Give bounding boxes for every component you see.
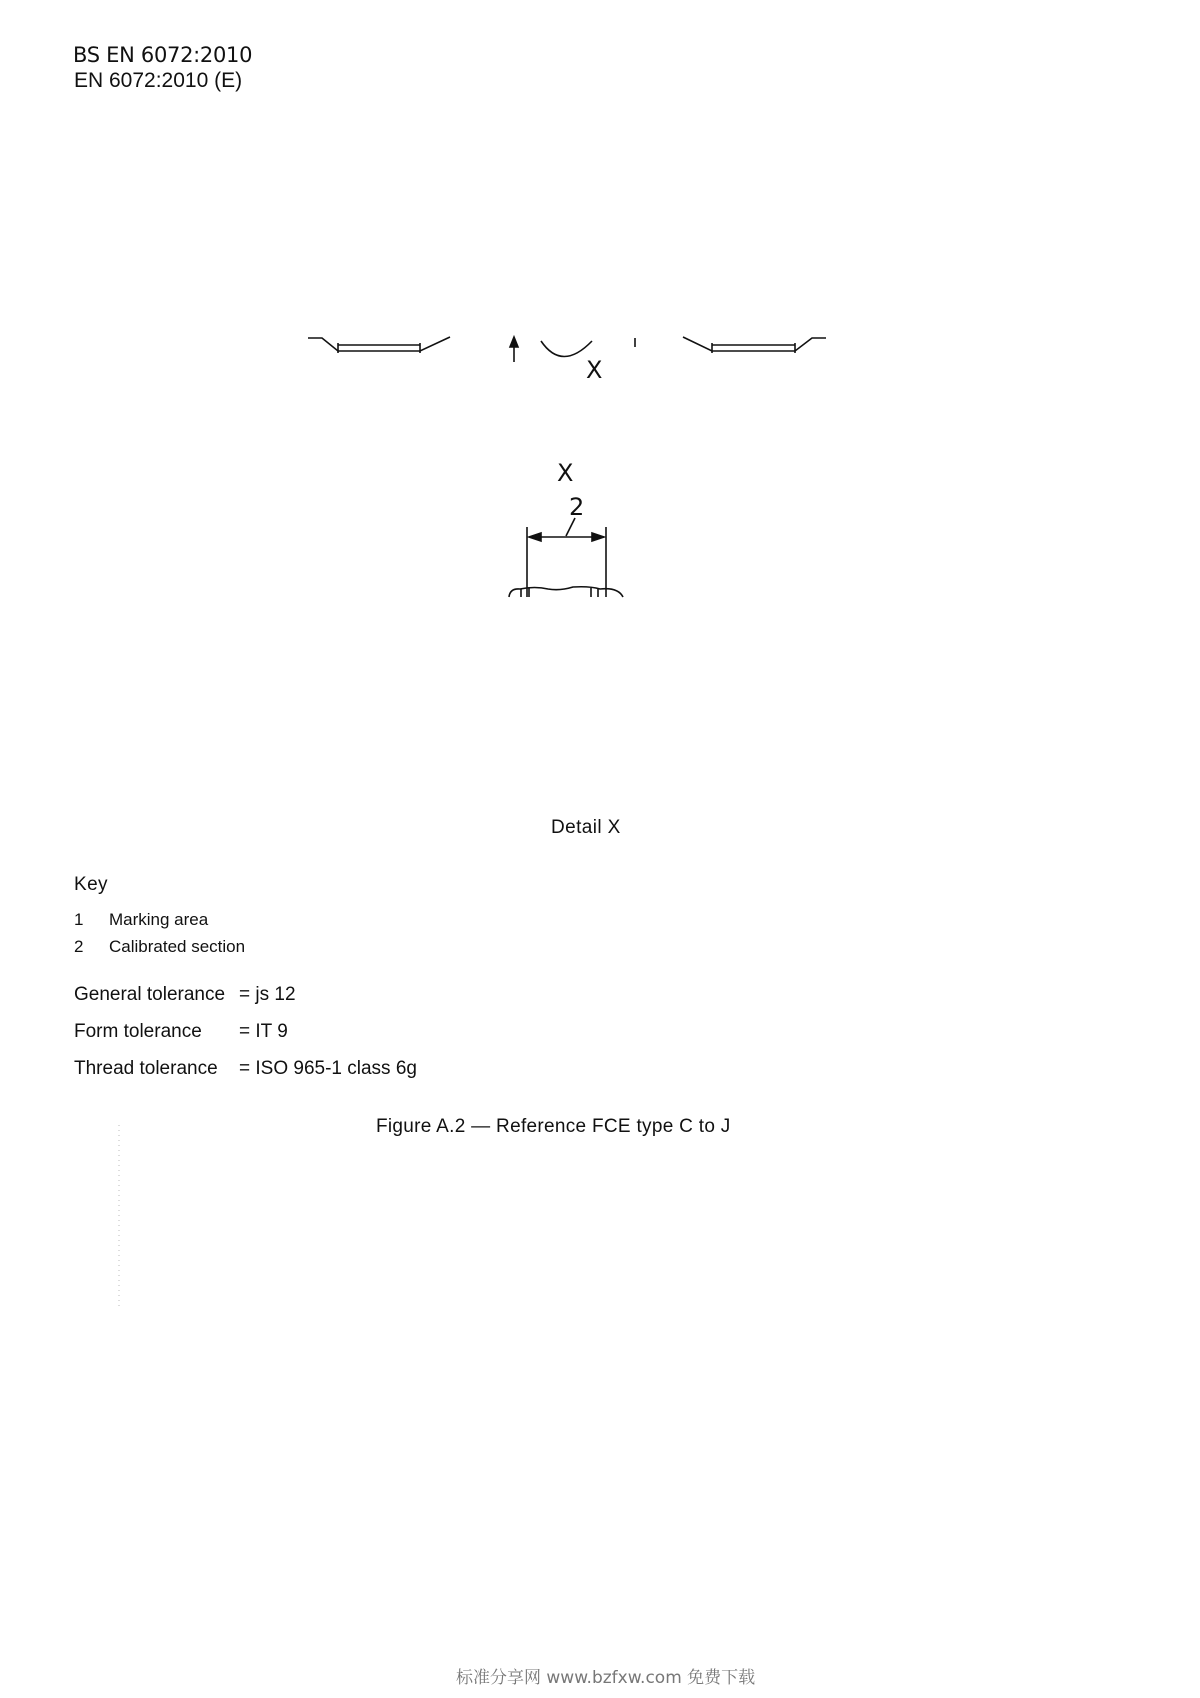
tolerance-value-thread: = ISO 965-1 class 6g: [239, 1058, 417, 1079]
detail-caption: Detail X: [551, 817, 621, 838]
tolerance-label-thread: Thread tolerance: [74, 1058, 218, 1079]
tolerance-value-form: = IT 9: [239, 1021, 288, 1042]
document-id-bs: BS EN 6072:2010: [73, 43, 253, 67]
key-item-text: Calibrated section: [109, 937, 246, 956]
left-profile-segment: [308, 337, 450, 353]
tolerance-label-form: Form tolerance: [74, 1021, 202, 1042]
detail-circle-arc: [541, 341, 592, 357]
right-profile-segment: [683, 337, 826, 353]
tolerance-label-general: General tolerance: [74, 984, 226, 1005]
callout-number: 2: [569, 493, 585, 521]
tolerance-value-general: = js 12: [239, 984, 296, 1005]
detail-view-label: X: [557, 459, 574, 487]
detail-reference-label: X: [586, 356, 603, 384]
key-item-text: Marking area: [109, 910, 209, 929]
key-item-number: 1: [74, 910, 84, 929]
calibrated-section-dimension: [509, 518, 623, 597]
figure-caption: Figure A.2 — Reference FCE type C to J: [376, 1116, 731, 1137]
watermark-footer: 标准分享网 www.bzfxw.com 免费下载: [456, 1668, 756, 1688]
key-heading: Key: [74, 874, 108, 895]
section-arrow-marker: [510, 337, 518, 362]
key-item-number: 2: [74, 937, 84, 956]
document-id-en: EN 6072:2010 (E): [74, 69, 243, 92]
